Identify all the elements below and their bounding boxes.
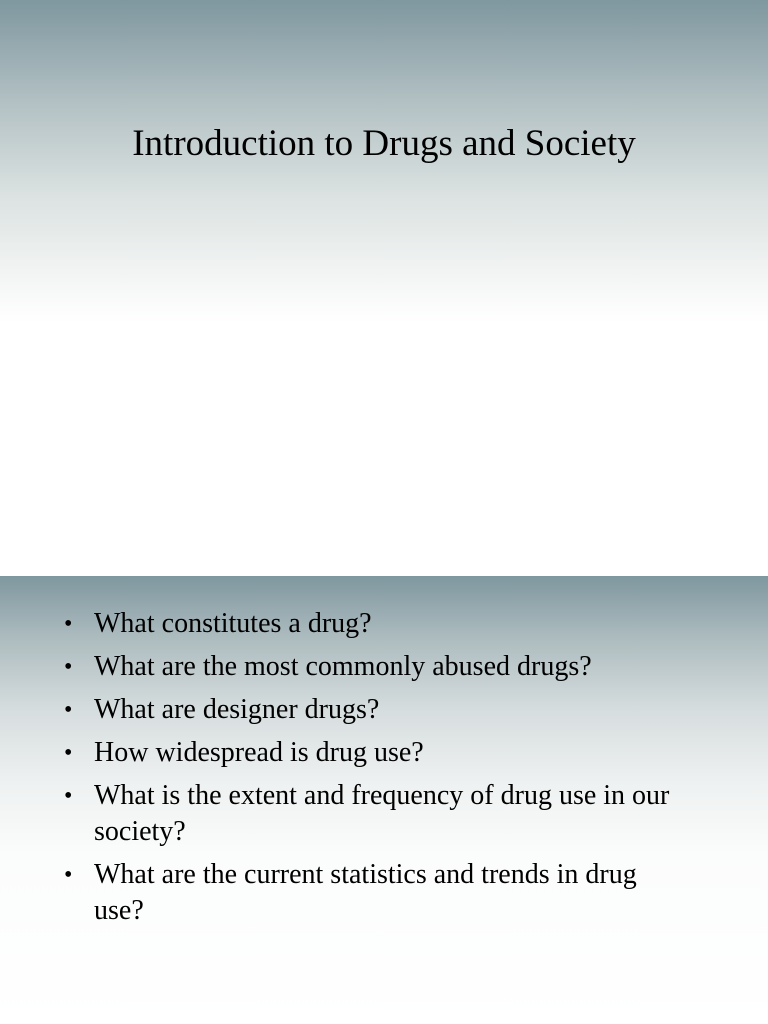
bullet-item	[0, 606, 768, 642]
bullet-text: What are designer drugs?	[94, 694, 380, 725]
bullet-item	[0, 735, 768, 771]
bullet-icon: •	[64, 783, 73, 809]
bullet-item	[0, 778, 768, 850]
bullet-icon: •	[64, 654, 73, 680]
bullet-text: What is the extent and frequency of drug use in our society?	[94, 780, 670, 847]
bullet-list	[0, 606, 768, 936]
bullet-text: What are the current statistics and trends in drug use?	[94, 859, 637, 926]
bullet-icon: •	[64, 611, 73, 637]
bullet-item	[0, 649, 768, 685]
slide-title: Introduction to Drugs and Society	[132, 123, 636, 164]
bullet-text: What are the most commonly abused drugs?	[94, 651, 592, 682]
bullet-icon: •	[64, 862, 73, 888]
bullet-text: What constitutes a drug?	[94, 608, 372, 639]
bullet-icon: •	[64, 740, 73, 766]
slide-bullet-slide	[0, 576, 768, 1024]
bullet-icon: •	[64, 697, 73, 723]
bullet-item	[0, 692, 768, 728]
bullet-text: How widespread is drug use?	[94, 737, 424, 768]
bullet-item	[0, 857, 768, 929]
